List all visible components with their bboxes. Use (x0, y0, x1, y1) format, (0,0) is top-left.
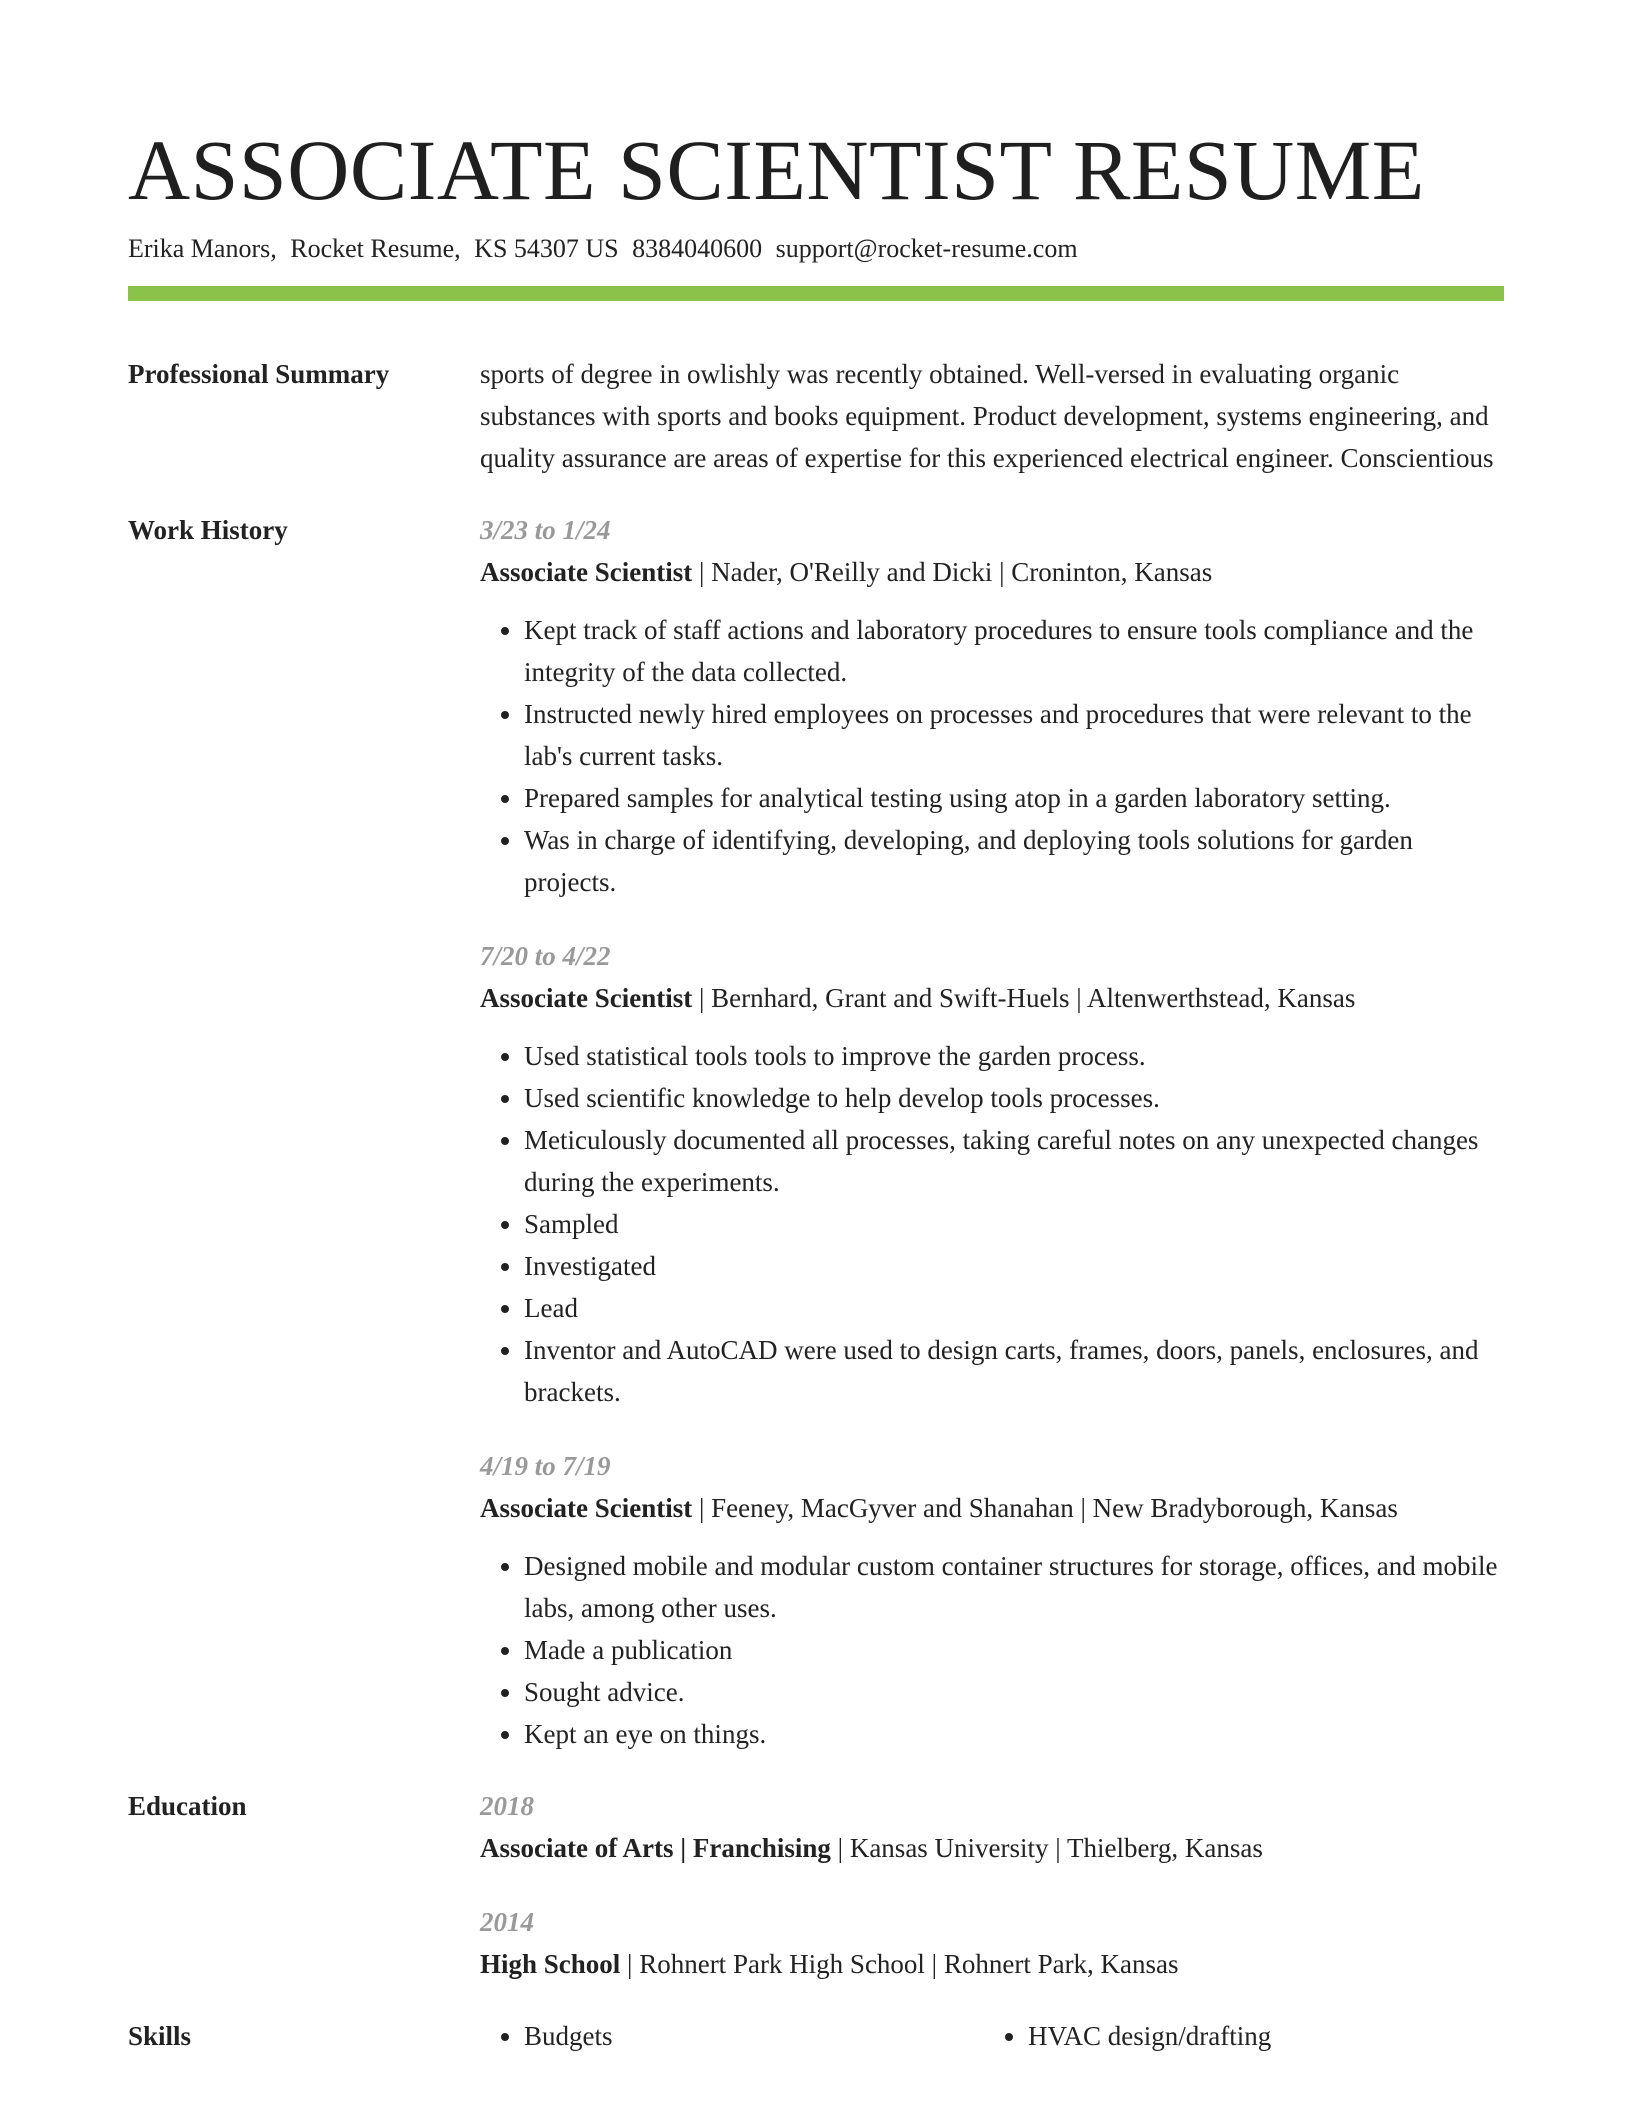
skills-right-list (984, 2015, 1488, 2057)
job-entry (480, 1445, 1504, 1755)
job-bullet: • Prepared samples for analytical testing using atop in a garden laboratory setting. (524, 777, 1504, 819)
job-role-line (480, 551, 1504, 593)
job-bullet: • Used scientific knowledge to help develop tools processes. (524, 1077, 1504, 1119)
skills-left-list (480, 2015, 984, 2057)
job-title: Associate Scientist (480, 983, 693, 1013)
job-bullet: • Used statistical tools tools to improve the garden process. (524, 1035, 1504, 1077)
section-label-work: Work History (128, 515, 288, 545)
contact-company: Rocket Resume, (290, 234, 461, 263)
section-label-summary: Professional Summary (128, 359, 390, 389)
education-line (480, 1827, 1504, 1869)
job-bullet: • Kept track of staff actions and laboratory procedures to ensure tools compliance and the integrity of the data collected. (524, 609, 1504, 693)
contact-location: KS 54307 US (474, 234, 619, 263)
job-dates: 7/20 to 4/22 (480, 941, 611, 971)
skill-item: • Budgets (524, 2015, 984, 2057)
job-details: | Nader, O'Reilly and Dicki | Croninton, Kansas (692, 557, 1213, 587)
contact-line (128, 232, 1504, 266)
resume-title: ASSOCIATE SCIENTIST RESUME (128, 122, 1425, 218)
job-bullet: • Investigated (524, 1245, 1504, 1287)
resume-page (128, 120, 1504, 2057)
education-year: 2014 (480, 1907, 534, 1937)
job-bullets (480, 1035, 1504, 1413)
work-entries (480, 509, 1504, 1755)
education-degree: Associate of Arts | Franchising (480, 1833, 831, 1863)
job-entry (480, 935, 1504, 1413)
job-bullet: • Lead (524, 1287, 1504, 1329)
skill-item: • HVAC design/drafting (1028, 2015, 1488, 2057)
job-entry (480, 509, 1504, 903)
job-bullet: • Designed mobile and modular custom container structures for storage, offices, and mobile labs, among other uses. (524, 1545, 1504, 1629)
work-section (128, 509, 1504, 1755)
summary-section (128, 353, 1504, 479)
job-bullet: • Was in charge of identifying, developing, and deploying tools solutions for garden projects. (524, 819, 1504, 903)
education-line (480, 1943, 1504, 1985)
education-details: | Kansas University | Thielberg, Kansas (830, 1833, 1263, 1863)
education-entries (480, 1785, 1504, 1985)
job-role-line (480, 977, 1504, 1019)
education-degree: High School (480, 1949, 621, 1979)
job-bullet: • Sampled (524, 1203, 1504, 1245)
contact-email: support@rocket-resume.com (775, 234, 1078, 263)
education-details: | Rohnert Park High School | Rohnert Park, Kansas (620, 1949, 1179, 1979)
job-details: | Feeney, MacGyver and Shanahan | New Bradyborough, Kansas (692, 1493, 1398, 1523)
job-bullets (480, 1545, 1504, 1755)
job-title: Associate Scientist (480, 557, 693, 587)
job-title: Associate Scientist (480, 1493, 693, 1523)
job-dates: 3/23 to 1/24 (480, 515, 611, 545)
education-year: 2018 (480, 1791, 534, 1821)
education-entry (480, 1785, 1504, 1869)
education-section (128, 1785, 1504, 1985)
job-bullets (480, 609, 1504, 903)
job-bullet: • Kept an eye on things. (524, 1713, 1504, 1755)
section-label-education: Education (128, 1791, 247, 1821)
job-bullet: • Made a publication (524, 1629, 1504, 1671)
job-role-line (480, 1487, 1504, 1529)
skills-columns (480, 2015, 1504, 2057)
job-bullet: • Meticulously documented all processes, taking careful notes on any unexpected changes during the experiments. (524, 1119, 1504, 1203)
contact-name: Erika Manors, (128, 234, 277, 263)
job-bullet: • Inventor and AutoCAD were used to design carts, frames, doors, panels, enclosures, and brackets. (524, 1329, 1504, 1413)
education-entry (480, 1901, 1504, 1985)
section-label-skills: Skills (128, 2021, 192, 2051)
accent-divider (128, 286, 1504, 301)
job-bullet: • Sought advice. (524, 1671, 1504, 1713)
contact-phone: 8384040600 (632, 234, 763, 263)
job-bullet: • Instructed newly hired employees on processes and procedures that were relevant to the lab's current tasks. (524, 693, 1504, 777)
summary-text: sports of degree in owlishly was recently obtained. Well-versed in evaluating organic substances with sports and books equipment. Product development, systems engineering, and quality assurance are areas of expertise for this experienced electrical engineer. Conscientious (480, 359, 1494, 473)
job-dates: 4/19 to 7/19 (480, 1451, 611, 1481)
skills-section (128, 2015, 1504, 2057)
job-details: | Bernhard, Grant and Swift-Huels | Altenwerthstead, Kansas (692, 983, 1356, 1013)
